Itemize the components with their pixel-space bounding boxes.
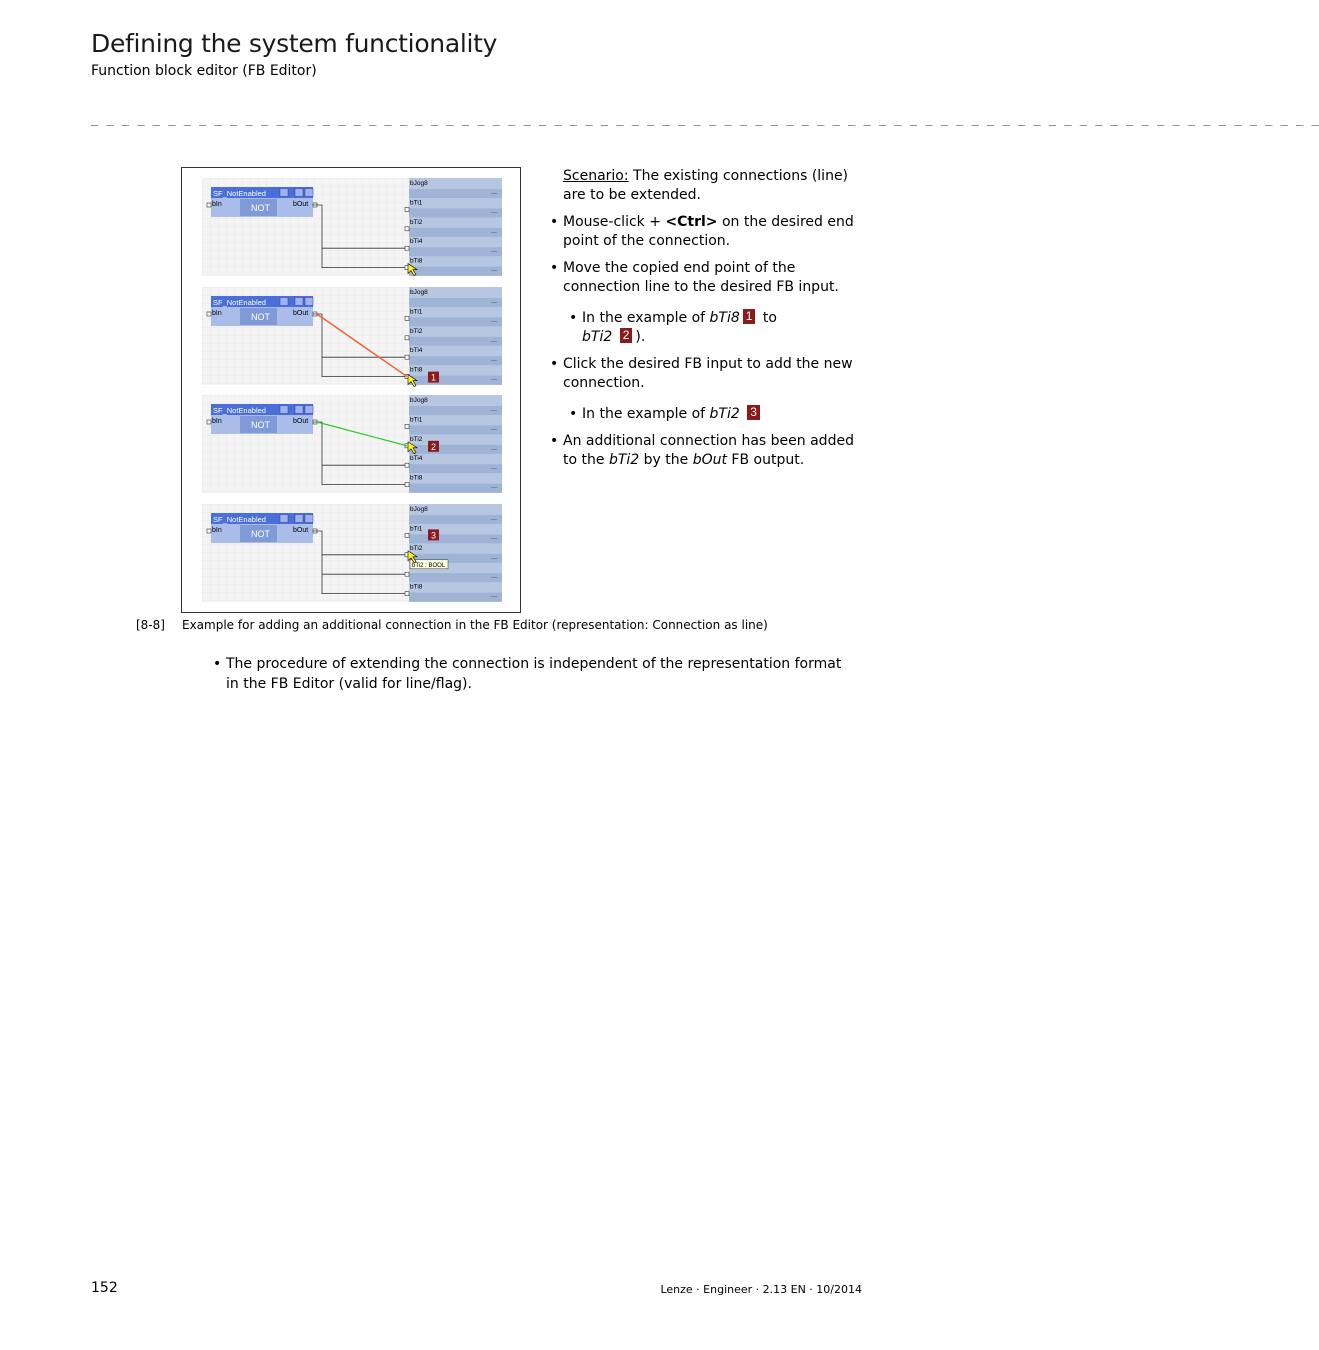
fb-input-label: bIn (212, 527, 222, 534)
port-row-band (409, 356, 502, 365)
port-dash: — (491, 191, 497, 197)
caption-number: [8-8] (136, 618, 165, 632)
port-row-band (409, 573, 502, 582)
bottom-note: • The procedure of extending the connection is independent of the representation format in the FB Editor (valid for line/flag). (226, 654, 858, 694)
port-tooltip-text: bTi2 : BOOL (412, 562, 446, 569)
figure-frame (181, 167, 521, 613)
step-3-example (582, 405, 858, 424)
fb-input-label: bIn (212, 418, 222, 425)
page-title: Defining the system functionality (91, 29, 498, 58)
port-dash: — (491, 408, 497, 414)
port-pin (405, 355, 409, 359)
port-row-band (409, 406, 502, 415)
step-2-example-end: ). (635, 329, 646, 345)
fb-title-icon-2 (295, 189, 303, 197)
port-row-band (409, 593, 502, 602)
fb-editor-screenshots (182, 168, 520, 612)
fb-input-label: bIn (212, 310, 222, 317)
port-dash: — (491, 517, 497, 523)
port-pin (405, 246, 409, 250)
fb-output-label: bOut (293, 418, 309, 425)
step-2-example-to: to (758, 310, 777, 326)
port-row-band (409, 337, 502, 346)
port-dash: — (491, 338, 497, 345)
fb-label: NOT (251, 203, 270, 213)
port-row-band (409, 228, 502, 237)
port-row-band (409, 445, 502, 454)
port-pin (405, 592, 409, 596)
marker-badge-1: 1 (743, 309, 756, 324)
figure-caption (136, 617, 768, 633)
port-dash: — (491, 319, 497, 326)
port-dash: — (491, 446, 497, 453)
port-dash: — (491, 358, 497, 365)
step-2 (563, 259, 858, 297)
port-row-band (409, 534, 502, 543)
scenario-label: Scenario: (563, 168, 629, 184)
port-row-band (409, 376, 502, 385)
port-pin (405, 424, 409, 428)
port-pin (405, 336, 409, 340)
fb-title-icon-1 (280, 189, 288, 197)
port-row-band (409, 484, 502, 493)
step-4 (563, 432, 858, 470)
port-label: bJog8 (410, 506, 428, 513)
fb-name: SF_NotEnabled (213, 298, 266, 307)
port-pin (405, 207, 409, 211)
port-label: bTi8 (410, 583, 423, 591)
port-label: bTi2 (410, 544, 423, 552)
fb-title-icon-2 (295, 406, 303, 414)
port-label: bJog8 (410, 289, 428, 296)
target-port: bTi2 (582, 329, 613, 345)
step-4-post: FB output. (726, 452, 805, 468)
step-2-text: Move the copied end point of the connection line to the desired FB input. (563, 260, 839, 295)
fb-input-pin (207, 203, 211, 207)
port-pin (405, 316, 409, 320)
fb-title-icon-1 (280, 298, 288, 306)
step-2-example (582, 309, 858, 347)
port-label: bTi4 (410, 347, 423, 355)
port-pin (405, 572, 409, 576)
step-4-pre: An additional connection has been added to the (563, 433, 854, 468)
port-row-band (409, 208, 502, 217)
port-label: bTi8 (410, 474, 423, 482)
port-dash: — (491, 575, 497, 582)
fb-input-pin (207, 529, 211, 533)
step-4-mid: by the (639, 452, 693, 468)
doc-info: Lenze · Engineer · 2.13 EN · 10/2014 (660, 1283, 862, 1296)
marker-badge-text: 2 (431, 441, 437, 452)
editor-panel-4 (202, 504, 502, 602)
port-row-band (409, 317, 502, 326)
port-row-band (409, 189, 502, 198)
step-1-pre: Mouse-click + (563, 214, 666, 230)
fb-input-pin (207, 420, 211, 424)
fb-title-icon-3 (305, 515, 313, 523)
step-3-target-port: bTi2 (709, 406, 740, 422)
step-3-example-pre: In the example of (582, 406, 710, 422)
fb-output-label: bOut (293, 201, 309, 208)
fb-name: SF_NotEnabled (213, 189, 266, 198)
port-row-band (409, 298, 502, 307)
port-label: bJog8 (410, 397, 428, 404)
scenario-text: The existing connections (line) are to be extended. (563, 168, 849, 203)
port-dash: — (491, 249, 497, 256)
port-dash: — (491, 536, 497, 543)
fb-name: SF_NotEnabled (213, 515, 266, 524)
port-label: bTi4 (410, 238, 423, 246)
instructions (563, 167, 858, 478)
fb-title-icon-2 (295, 515, 303, 523)
fb-title-icon-1 (280, 515, 288, 523)
header-divider: _ _ _ _ _ _ _ _ _ _ _ _ _ _ _ _ _ _ _ _ _ _ _ _ _ _ _ _ _ _ _ _ _ _ _ _ _ _ _ _ _ _ _ _ _ _ _ _ _ _ _ _ _ _ _ _ _ _ _ _ _ _ _ _ _ _ _ _ _ _ _ _ _ _ _ _ _ _ _ _ (91, 112, 1319, 126)
fb-title-icon-1 (280, 406, 288, 414)
port-dash: — (491, 300, 497, 306)
fb-title-icon-3 (305, 406, 313, 414)
port-dash: — (491, 485, 497, 492)
port-label: bJog8 (410, 180, 428, 187)
port-label: bTi2 (410, 218, 423, 226)
port-label: bTi4 (410, 455, 423, 463)
fb-name: SF_NotEnabled (213, 406, 266, 415)
port-dash: — (491, 377, 497, 384)
port-pin (405, 463, 409, 467)
port-row-band (409, 247, 502, 256)
port-row-band (409, 464, 502, 473)
editor-panel-1 (202, 178, 502, 276)
ctrl-key: <Ctrl> (665, 214, 718, 230)
port-dash: — (491, 555, 497, 562)
port-row-band (409, 267, 502, 276)
fb-title-icon-2 (295, 298, 303, 306)
port-pin (405, 533, 409, 537)
port-dash: — (491, 466, 497, 473)
fb-output-label: bOut (293, 527, 309, 534)
port-label: bTi8 (410, 257, 423, 265)
scenario (563, 167, 858, 205)
port-dash: — (491, 229, 497, 236)
fb-title-icon-3 (305, 298, 313, 306)
port-row-band (409, 425, 502, 434)
step-4-input: bTi2 (608, 452, 640, 468)
page-subtitle: Function block editor (FB Editor) (91, 63, 317, 79)
port-row-band (409, 515, 502, 524)
marker-badge-text: 1 (431, 372, 437, 383)
page-number: 152 (91, 1280, 118, 1296)
port-dash: — (491, 594, 497, 601)
fb-label: NOT (251, 312, 270, 322)
step-3 (563, 355, 858, 393)
from-port: bTi8 (709, 310, 740, 326)
port-label: bTi1 (410, 308, 423, 316)
port-pin (405, 227, 409, 231)
port-label: bTi8 (410, 366, 423, 374)
port-label: bTi1 (410, 416, 423, 424)
step-1 (563, 213, 858, 251)
port-label: bTi1 (410, 525, 423, 533)
port-dash: — (491, 268, 497, 275)
fb-input-pin (207, 312, 211, 316)
marker-badge-3: 3 (747, 405, 760, 420)
step-list (563, 213, 858, 470)
fb-label: NOT (251, 529, 270, 539)
step-4-output: bOut (692, 452, 727, 468)
step-1-post: on the desired end point of the connection. (563, 214, 854, 249)
fb-output-label: bOut (293, 310, 309, 317)
fb-label: NOT (251, 420, 270, 430)
editor-panel-2 (202, 287, 502, 387)
marker-badge-text: 3 (431, 530, 437, 541)
step-3-text: Click the desired FB input to add the new connection. (563, 356, 853, 391)
marker-badge-2: 2 (620, 328, 633, 343)
port-label: bTi1 (410, 199, 423, 207)
port-dash: — (491, 210, 497, 217)
port-dash: — (491, 427, 497, 434)
step-2-example-pre: In the example of (582, 310, 710, 326)
port-pin (405, 483, 409, 487)
fb-title-icon-3 (305, 189, 313, 197)
caption-text: Example for adding an additional connection in the FB Editor (representation: Connection as line) (182, 618, 768, 632)
editor-panel-3 (202, 395, 502, 493)
port-label: bTi2 (410, 327, 423, 335)
fb-input-label: bIn (212, 201, 222, 208)
port-label: bTi2 (410, 435, 423, 443)
